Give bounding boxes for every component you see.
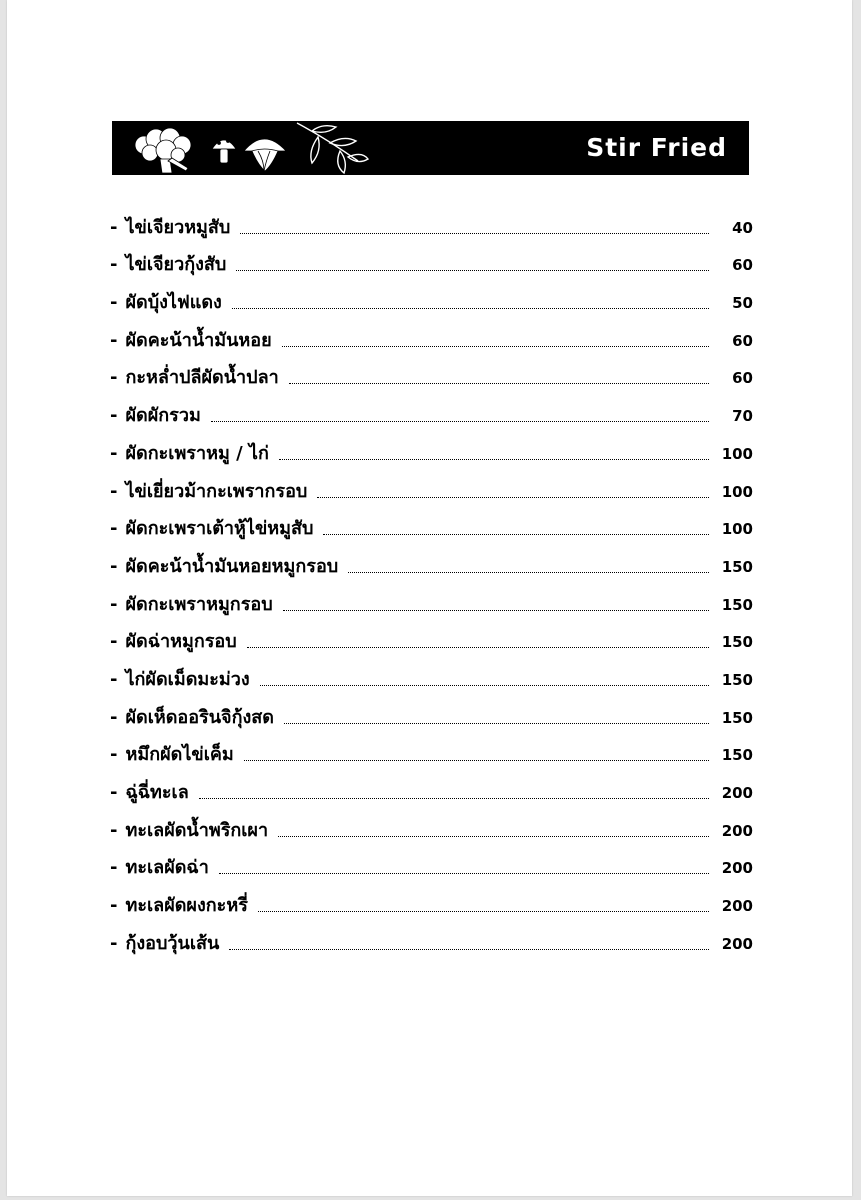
menu-item bbox=[110, 393, 753, 431]
menu-item bbox=[110, 770, 753, 808]
dish-name: ไข่เจียวกุ้งสับ bbox=[125, 254, 227, 276]
dish-name: ผัดกะเพราหมู / ไก่ bbox=[125, 442, 269, 464]
dish-price: 150 bbox=[721, 557, 753, 576]
dotted-leader bbox=[232, 307, 709, 309]
dotted-leader bbox=[282, 345, 709, 347]
bullet-dash: - bbox=[110, 857, 118, 879]
menu-item bbox=[110, 733, 753, 771]
dish-price: 150 bbox=[721, 633, 753, 652]
bullet-dash: - bbox=[110, 480, 118, 502]
dish-name: กุ้งอบวุ้นเส้น bbox=[125, 932, 220, 954]
bullet-dash: - bbox=[110, 555, 118, 577]
bullet-dash: - bbox=[110, 442, 118, 464]
dish-name: ผัดกะเพราเต้าหู้ไข่หมูสับ bbox=[125, 518, 314, 540]
dish-price: 150 bbox=[721, 746, 753, 765]
dish-price: 60 bbox=[732, 369, 753, 388]
menu-item bbox=[110, 280, 753, 318]
bullet-dash: - bbox=[110, 216, 118, 238]
menu-item bbox=[110, 846, 753, 884]
dish-name: ฉู่ฉี่ทะเล bbox=[125, 782, 189, 803]
bullet-dash: - bbox=[110, 819, 118, 841]
menu-page bbox=[7, 0, 852, 1196]
bullet-dash: - bbox=[110, 367, 118, 389]
dotted-leader bbox=[219, 872, 709, 874]
dish-price: 60 bbox=[732, 331, 753, 350]
herb-sprig-icon bbox=[297, 123, 368, 173]
section-banner bbox=[112, 121, 749, 175]
dotted-leader bbox=[279, 458, 709, 460]
dotted-leader bbox=[240, 232, 709, 234]
dotted-leader bbox=[260, 684, 709, 686]
dish-price: 50 bbox=[732, 294, 753, 313]
dish-price: 150 bbox=[721, 595, 753, 614]
dish-price: 200 bbox=[721, 821, 753, 840]
vegetable-illustration bbox=[122, 121, 372, 175]
dish-price: 200 bbox=[721, 897, 753, 916]
dotted-leader bbox=[236, 269, 709, 271]
bullet-dash: - bbox=[110, 744, 118, 766]
dish-price: 60 bbox=[732, 256, 753, 275]
menu-item bbox=[110, 507, 753, 545]
dish-price: 200 bbox=[721, 784, 753, 802]
menu-item bbox=[110, 205, 753, 243]
menu-item bbox=[110, 657, 753, 695]
bullet-dash: - bbox=[110, 593, 118, 615]
menu-item bbox=[110, 582, 753, 620]
dish-price: 150 bbox=[721, 670, 753, 689]
broccoli-icon bbox=[135, 128, 191, 173]
dish-price: 100 bbox=[721, 482, 753, 501]
dish-name: ผัดบุ้งไฟแดง bbox=[125, 292, 222, 314]
bullet-dash: - bbox=[110, 932, 118, 954]
dotted-leader bbox=[289, 382, 709, 384]
bullet-dash: - bbox=[110, 631, 118, 653]
section-title: Stir Fried bbox=[586, 133, 727, 162]
dotted-leader bbox=[244, 759, 709, 761]
dish-name: ผัดเห็ดออรินจิกุ้งสด bbox=[125, 706, 274, 728]
menu-item bbox=[110, 808, 753, 846]
bullet-dash: - bbox=[110, 405, 118, 427]
dish-name: ทะเลผัดผงกะหรี่ bbox=[125, 895, 248, 917]
bullet-dash: - bbox=[110, 668, 118, 690]
menu-item bbox=[110, 620, 753, 658]
dotted-leader bbox=[284, 722, 709, 724]
menu-item bbox=[110, 921, 753, 959]
dish-price: 150 bbox=[721, 708, 753, 727]
menu-item bbox=[110, 883, 753, 921]
dish-name: ไข่เยี่ยวม้ากะเพรากรอบ bbox=[125, 480, 308, 502]
dish-name: ทะเลผัดน้ำพริกเผา bbox=[125, 819, 269, 841]
menu-item bbox=[110, 318, 753, 356]
dotted-leader bbox=[278, 835, 709, 837]
menu-item bbox=[110, 243, 753, 281]
dotted-leader bbox=[348, 571, 709, 573]
bullet-dash: - bbox=[110, 518, 118, 540]
dish-price: 100 bbox=[721, 444, 753, 463]
dotted-leader bbox=[323, 533, 709, 535]
dotted-leader bbox=[258, 910, 709, 912]
dish-price: 200 bbox=[721, 934, 753, 953]
menu-item bbox=[110, 469, 753, 507]
menu-list bbox=[110, 205, 753, 959]
dotted-leader bbox=[211, 420, 709, 422]
dotted-leader bbox=[199, 797, 709, 799]
bullet-dash: - bbox=[110, 254, 118, 276]
dish-price: 70 bbox=[732, 407, 753, 426]
mushroom-icon bbox=[244, 139, 286, 171]
bullet-dash: - bbox=[110, 329, 118, 351]
menu-item bbox=[110, 431, 753, 469]
dish-name: หมึกผัดไข่เค็ม bbox=[125, 744, 234, 766]
menu-item bbox=[110, 544, 753, 582]
dish-name: กะหล่ำปลีผัดน้ำปลา bbox=[125, 367, 279, 389]
bullet-dash: - bbox=[110, 782, 118, 803]
bullet-dash: - bbox=[110, 292, 118, 314]
dotted-leader bbox=[283, 609, 709, 611]
dish-price: 100 bbox=[721, 520, 753, 539]
bullet-dash: - bbox=[110, 895, 118, 917]
menu-item bbox=[110, 356, 753, 394]
dish-name: ทะเลผัดฉ่า bbox=[125, 857, 209, 879]
dish-price: 40 bbox=[732, 218, 753, 237]
dotted-leader bbox=[229, 948, 709, 950]
dish-name: ผัดกะเพราหมูกรอบ bbox=[125, 593, 273, 615]
bullet-dash: - bbox=[110, 706, 118, 728]
dish-name: ผัดคะน้าน้ำมันหอย bbox=[125, 329, 272, 351]
dish-price: 200 bbox=[721, 859, 753, 878]
dish-name: ไข่เจียวหมูสับ bbox=[125, 216, 231, 238]
dotted-leader bbox=[247, 646, 709, 648]
dish-name: ผัดคะน้าน้ำมันหอยหมูกรอบ bbox=[125, 555, 339, 577]
dotted-leader bbox=[317, 496, 709, 498]
dish-name: ผัดฉ่าหมูกรอบ bbox=[125, 631, 237, 653]
dish-name: ไก่ผัดเม็ดมะม่วง bbox=[125, 668, 250, 690]
dish-name: ผัดผักรวม bbox=[125, 405, 201, 427]
mushroom-icon bbox=[212, 140, 236, 164]
menu-item bbox=[110, 695, 753, 733]
